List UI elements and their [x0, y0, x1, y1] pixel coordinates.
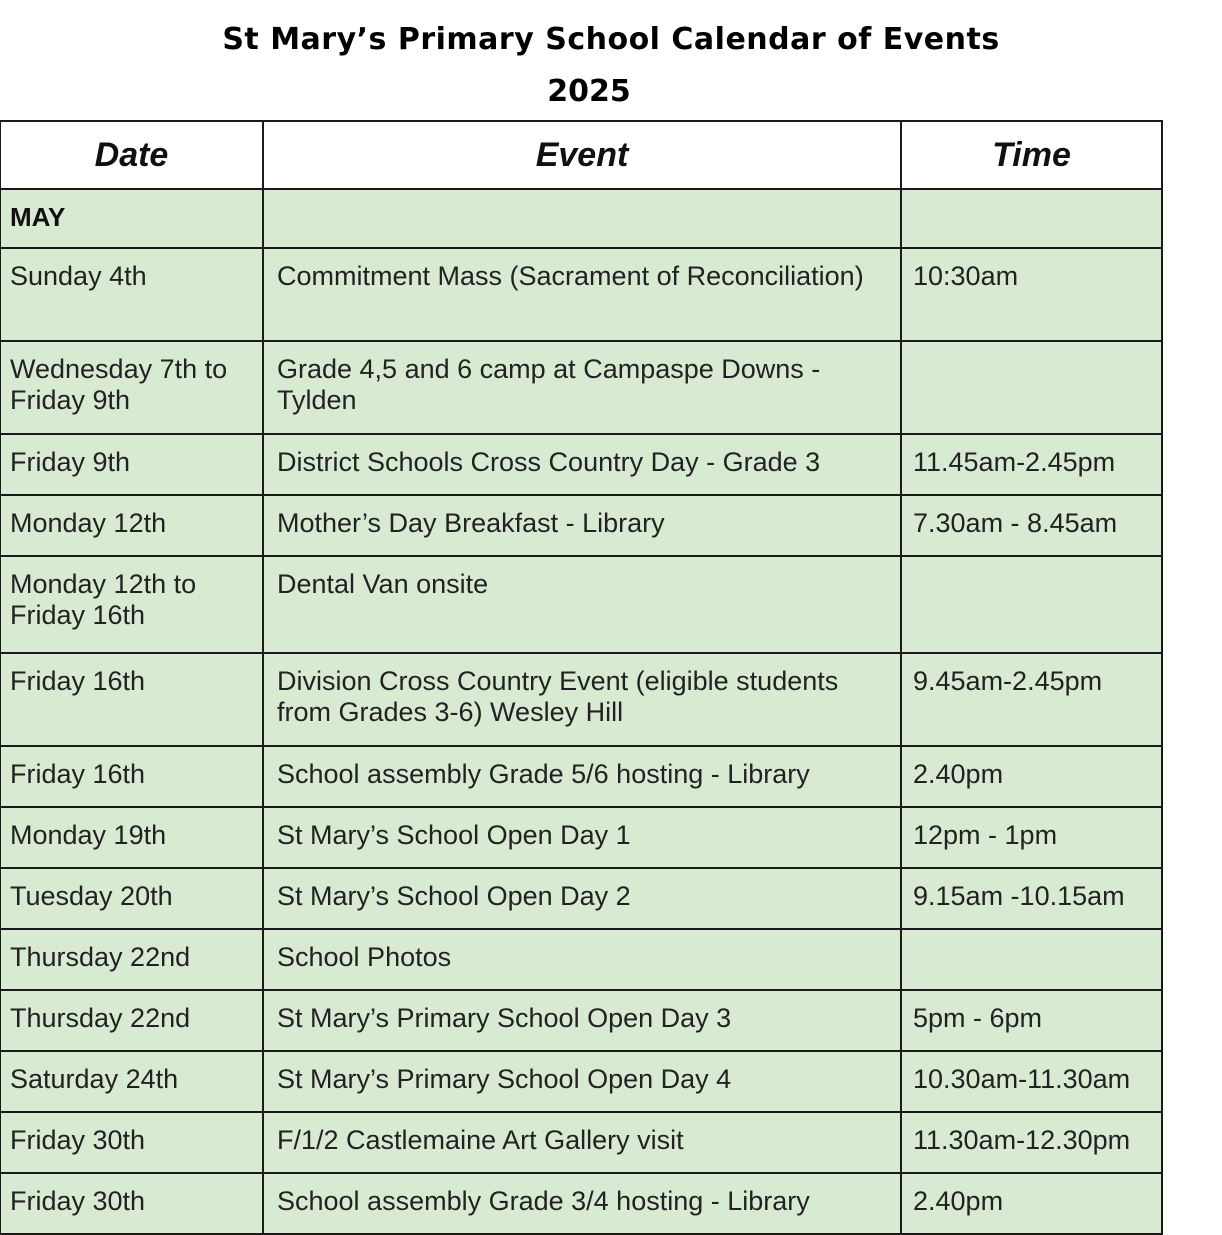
time-cell: 2.40pm [901, 746, 1162, 807]
header-date: Date [0, 121, 263, 189]
time-cell: 12pm - 1pm [901, 807, 1162, 868]
table-row [0, 868, 1162, 929]
date-cell: Wednesday 7th to Friday 9th [0, 341, 263, 434]
time-cell: 5pm - 6pm [901, 990, 1162, 1051]
time-cell: 10:30am [901, 248, 1162, 341]
time-cell: 10.30am-11.30am [901, 1051, 1162, 1112]
table-row [0, 1112, 1162, 1173]
table-row [0, 653, 1162, 746]
month-label: MAY [0, 189, 263, 248]
time-cell: 11.30am-12.30pm [901, 1112, 1162, 1173]
time-cell: 7.30am - 8.45am [901, 495, 1162, 556]
event-cell: St Mary’s Primary School Open Day 3 [263, 990, 901, 1051]
date-cell: Friday 30th [0, 1112, 263, 1173]
time-cell: 9.45am-2.45pm [901, 653, 1162, 746]
table-row [0, 807, 1162, 868]
events-table [0, 120, 1163, 1235]
table-row [0, 495, 1162, 556]
event-cell: District Schools Cross Country Day - Grade 3 [263, 434, 901, 495]
table-row [0, 1051, 1162, 1112]
table-row [0, 990, 1162, 1051]
date-cell: Tuesday 20th [0, 868, 263, 929]
event-cell: Commitment Mass (Sacrament of Reconciliation) [263, 248, 901, 341]
date-cell: Friday 16th [0, 653, 263, 746]
table-row [0, 434, 1162, 495]
time-cell: 11.45am-2.45pm [901, 434, 1162, 495]
date-cell: Monday 12th [0, 495, 263, 556]
time-cell [901, 556, 1162, 653]
table-row [0, 341, 1162, 434]
month-empty-event [263, 189, 901, 248]
table-row [0, 556, 1162, 653]
month-row [0, 189, 1162, 248]
table-row [0, 746, 1162, 807]
time-cell [901, 929, 1162, 990]
event-cell: School Photos [263, 929, 901, 990]
event-cell: Grade 4,5 and 6 camp at Campaspe Downs - Tylden [263, 341, 901, 434]
event-cell: F/1/2 Castlemaine Art Gallery visit [263, 1112, 901, 1173]
event-cell: Dental Van onsite [263, 556, 901, 653]
date-cell: Friday 30th [0, 1173, 263, 1234]
date-cell: Friday 16th [0, 746, 263, 807]
date-cell: Thursday 22nd [0, 929, 263, 990]
event-cell: School assembly Grade 5/6 hosting - Library [263, 746, 901, 807]
header-event: Event [263, 121, 901, 189]
date-cell: Monday 19th [0, 807, 263, 868]
table-row [0, 248, 1162, 341]
date-cell: Thursday 22nd [0, 990, 263, 1051]
time-cell: 2.40pm [901, 1173, 1162, 1234]
header-time: Time [901, 121, 1162, 189]
document-title: St Mary’s Primary School Calendar of Events [222, 22, 1000, 57]
event-cell: Mother’s Day Breakfast - Library [263, 495, 901, 556]
table-row [0, 1173, 1162, 1234]
document-year: 2025 [547, 74, 631, 109]
event-cell: St Mary’s School Open Day 2 [263, 868, 901, 929]
header-row [0, 121, 1162, 189]
date-cell: Monday 12th to Friday 16th [0, 556, 263, 653]
date-cell: Sunday 4th [0, 248, 263, 341]
table-row [0, 929, 1162, 990]
time-cell: 9.15am -10.15am [901, 868, 1162, 929]
event-cell: St Mary’s School Open Day 1 [263, 807, 901, 868]
event-cell: School assembly Grade 3/4 hosting - Library [263, 1173, 901, 1234]
date-cell: Saturday 24th [0, 1051, 263, 1112]
date-cell: Friday 9th [0, 434, 263, 495]
month-empty-time [901, 189, 1162, 248]
time-cell [901, 341, 1162, 434]
event-cell: St Mary’s Primary School Open Day 4 [263, 1051, 901, 1112]
event-cell: Division Cross Country Event (eligible students from Grades 3-6) Wesley Hill [263, 653, 901, 746]
